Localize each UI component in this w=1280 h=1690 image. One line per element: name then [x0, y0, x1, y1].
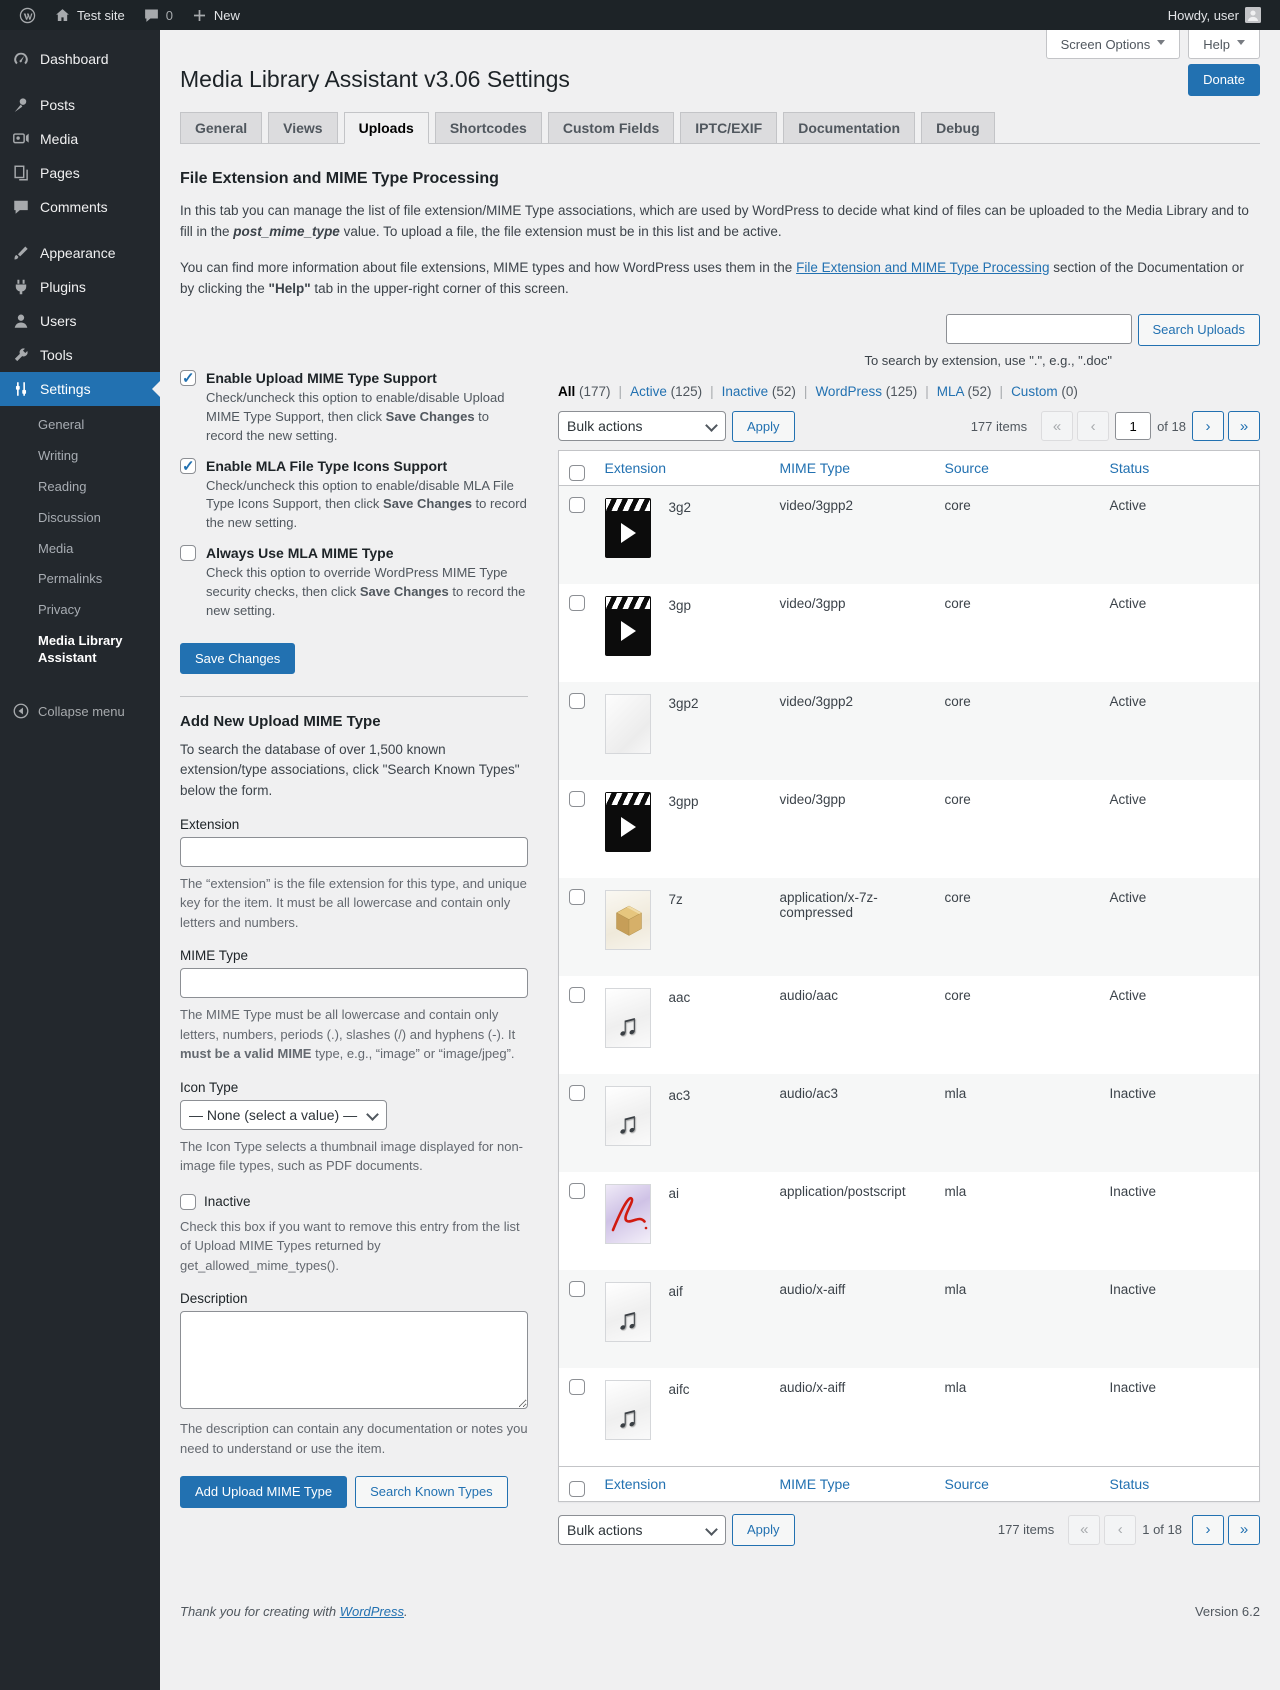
- section-heading: File Extension and MIME Type Processing: [180, 169, 499, 187]
- tab-general[interactable]: General: [180, 112, 262, 144]
- sort-source-link[interactable]: Source: [944, 1476, 989, 1493]
- select-all-checkbox[interactable]: [569, 465, 585, 481]
- plus-icon: [191, 7, 208, 24]
- donate-button[interactable]: Donate: [1188, 64, 1260, 96]
- source-value: core: [944, 498, 971, 514]
- comments-icon: [12, 198, 30, 216]
- filter-item: All (177): [558, 383, 611, 399]
- search-known-types-button[interactable]: Search Known Types: [355, 1476, 508, 1508]
- table-row: [559, 878, 1260, 976]
- archive-file-icon: [605, 890, 651, 950]
- row-checkbox[interactable]: [569, 1085, 585, 1101]
- icon-type-select[interactable]: [180, 1100, 387, 1130]
- sidebar-item-users[interactable]: Users: [0, 304, 160, 338]
- intro-paragraph-1: In this tab you can manage the list of file extension/MIME Type associations, which are used by WordPress to decide what kind of files can be uploaded to the Media Library and to fill in the post_mime_type value. To upload a file, the file extension must be in this list and be active.: [180, 202, 1249, 240]
- status-value: Inactive: [1109, 1380, 1157, 1396]
- submenu-item-permalinks[interactable]: Permalinks: [38, 571, 103, 587]
- admin-menu: [0, 42, 160, 406]
- sort-extension-link[interactable]: Extension: [604, 1476, 666, 1493]
- extension-value: 3g2: [668, 500, 692, 516]
- my-account-menu[interactable]: [1159, 0, 1270, 30]
- chevron-down-icon: [1157, 36, 1165, 52]
- status-value: Active: [1109, 596, 1147, 612]
- sidebar-item-posts[interactable]: Posts: [0, 88, 160, 122]
- sort-mime-type-link[interactable]: MIME Type: [779, 460, 851, 477]
- mime-type-value: video/3gpp: [779, 596, 846, 612]
- search-hint: To search by extension, use ".", e.g., ".doc": [864, 352, 1112, 368]
- source-value: core: [944, 596, 971, 612]
- description-help: The description can contain any documentation or notes you need to understand or use the item.: [180, 1421, 528, 1456]
- divider: [180, 696, 528, 697]
- last-page-button[interactable]: »: [1228, 411, 1260, 441]
- filter-item: | Inactive (52): [702, 384, 796, 399]
- audio-file-icon: ♫: [605, 988, 651, 1048]
- select-all-checkbox[interactable]: [569, 1481, 585, 1497]
- row-checkbox[interactable]: [569, 497, 585, 513]
- mime-type-input[interactable]: [180, 968, 528, 998]
- extension-value: 3gpp: [668, 794, 699, 810]
- sidebar-item-pages[interactable]: Pages: [0, 156, 160, 190]
- status-value: Active: [1109, 890, 1147, 906]
- last-page-button[interactable]: »: [1228, 1515, 1260, 1545]
- submenu-item-media-library-assistant[interactable]: Media Library Assistant: [38, 633, 123, 666]
- video-file-icon: [605, 498, 651, 558]
- new-content-menu[interactable]: [182, 0, 249, 30]
- site-name-menu[interactable]: [45, 0, 134, 30]
- wordpress-icon: [19, 7, 36, 24]
- source-value: mla: [944, 1184, 967, 1200]
- tab-iptc-exif[interactable]: IPTC/EXIF: [680, 112, 777, 144]
- sidebar-item-plugins[interactable]: Plugins: [0, 270, 160, 304]
- howdy-label: Howdy, user: [1167, 7, 1239, 23]
- filter-mla[interactable]: MLA: [936, 383, 964, 399]
- mime-type-value: video/3gpp2: [779, 694, 854, 710]
- row-checkbox[interactable]: [569, 595, 585, 611]
- submenu-item-general[interactable]: General: [38, 417, 85, 432]
- mime-type-value: audio/x-aiff: [779, 1380, 846, 1396]
- postscript-file-icon: [605, 1184, 651, 1244]
- submenu-item-privacy[interactable]: Privacy: [38, 602, 81, 618]
- sidebar-item-appearance[interactable]: Appearance: [0, 236, 160, 270]
- mime-type-value: audio/aac: [779, 988, 839, 1004]
- inactive-help: Check this box if you want to remove this entry from the list of Upload MIME Types returned by get_allowed_mime_types().: [180, 1218, 520, 1273]
- status-value: Active: [1109, 498, 1147, 514]
- option-always-use-mla-mime: Always Use MLA MIME Type Check this option to override WordPress MIME Type security checks, then click Save Changes to record the new setting.: [180, 545, 528, 621]
- plugin-icon: [12, 278, 30, 296]
- sidebar-item-dashboard[interactable]: Dashboard: [0, 42, 160, 76]
- admin-bar: [0, 0, 1280, 30]
- source-value: mla: [944, 1380, 967, 1396]
- current-page-input[interactable]: [1115, 412, 1151, 440]
- filter-inactive[interactable]: Inactive: [721, 383, 769, 399]
- search-uploads-button[interactable]: Search Uploads: [1138, 314, 1261, 346]
- row-checkbox[interactable]: [569, 791, 585, 807]
- icon-type-help: The Icon Type selects a thumbnail image displayed for non-image file types, such as PDF documents.: [180, 1138, 524, 1174]
- view-filters: [558, 384, 1260, 399]
- filter-item: | Custom (0): [992, 384, 1078, 399]
- video-file-icon: [605, 596, 651, 656]
- table-row: [559, 1270, 1260, 1368]
- status-value: Inactive: [1109, 1086, 1157, 1102]
- next-page-button[interactable]: ›: [1192, 411, 1224, 441]
- extension-value: 3gp2: [668, 696, 699, 712]
- settings-tabs: [180, 112, 1260, 144]
- items-count: 177 items: [970, 418, 1028, 434]
- inactive-checkbox[interactable]: [180, 1194, 196, 1210]
- extension-label: Extension: [180, 816, 240, 832]
- bulk-actions-select-wrap: [558, 1515, 726, 1545]
- avatar: [1245, 7, 1261, 23]
- brush-icon: [12, 244, 30, 262]
- extension-value: aac: [668, 990, 691, 1006]
- prev-page-button: ‹: [1104, 1515, 1136, 1545]
- collapse-menu-button[interactable]: Collapse menu: [0, 692, 160, 730]
- footer-version: Version 6.2: [1194, 1603, 1260, 1619]
- page-title: Media Library Assistant v3.06 Settings: [180, 66, 570, 93]
- post-mime-type-term: post_mime_type: [233, 224, 340, 240]
- option-enable-icons: ✓ Enable MLA File Type Icons Support Check/uncheck this option to enable/disable MLA File Type Icons Support, then click Save Changes to record the new setting.: [180, 458, 528, 534]
- mime-type-value: video/3gpp: [779, 792, 846, 808]
- bottom-toolbar: [558, 1514, 1260, 1546]
- video-file-icon: [605, 792, 651, 852]
- pages-icon: [12, 164, 30, 182]
- dashboard-icon: [12, 50, 30, 68]
- mime-type-value: audio/x-aiff: [779, 1282, 846, 1298]
- row-checkbox[interactable]: [569, 693, 585, 709]
- mime-type-value: application/postscript: [779, 1184, 906, 1200]
- row-checkbox[interactable]: [569, 1281, 585, 1297]
- table-row: [559, 1368, 1260, 1467]
- add-new-heading: Add New Upload MIME Type: [180, 713, 381, 731]
- table-footer-row: [559, 1467, 1260, 1502]
- source-value: mla: [944, 1086, 967, 1102]
- items-count: 177 items: [997, 1522, 1055, 1538]
- first-page-button: «: [1068, 1515, 1100, 1545]
- wordpress-logo-menu[interactable]: [10, 0, 45, 30]
- tab-views[interactable]: Views: [268, 112, 337, 144]
- pushpin-icon: [12, 96, 30, 114]
- add-upload-mime-type-button[interactable]: Add Upload MIME Type: [180, 1476, 347, 1508]
- top-toolbar: [558, 411, 1260, 443]
- sidebar-item-comments[interactable]: Comments: [0, 190, 160, 224]
- add-new-intro: To search the database of over 1,500 known extension/type associations, click "Search Known Types" below the form.: [180, 742, 520, 798]
- audio-file-icon: ♫: [605, 1282, 651, 1342]
- new-label: New: [213, 7, 240, 23]
- enable-upload-mime-checkbox[interactable]: [180, 370, 196, 386]
- description-label: Description: [180, 1291, 248, 1307]
- comments-menu[interactable]: [134, 0, 182, 30]
- menu-separator: [0, 224, 160, 236]
- filter-item: | Active (125): [611, 384, 703, 399]
- screen-options-button[interactable]: Screen Options: [1046, 30, 1181, 59]
- sort-mime-type-link[interactable]: MIME Type: [779, 1476, 851, 1493]
- filter-item: | WordPress (125): [796, 384, 917, 399]
- extension-help: The “extension” is the file extension for this type, and unique key for the item. It must be all lowercase and contain only letters and numbers.: [180, 875, 527, 930]
- tab-custom-fields[interactable]: Custom Fields: [548, 112, 674, 144]
- submenu-item-discussion[interactable]: Discussion: [38, 509, 101, 525]
- filter-item: | MLA (52): [917, 384, 991, 399]
- mime-type-label: MIME Type: [180, 948, 249, 964]
- intro-paragraph-2: You can find more information about file extensions, MIME types and how WordPress uses them in the File Extension and MIME Type Processing section of the Documentation or by clicking the "Help" tab in the upper-right corner of this screen.: [180, 259, 1244, 297]
- status-value: Active: [1109, 988, 1147, 1004]
- bulk-actions-select[interactable]: [558, 411, 726, 441]
- mime-type-value: video/3gpp2: [779, 498, 854, 514]
- submenu-item-reading[interactable]: Reading: [38, 478, 87, 494]
- settings-submenu: [0, 410, 160, 674]
- always-use-mla-mime-checkbox[interactable]: [180, 545, 196, 561]
- mime-type-help: The MIME Type must be all lowercase and contain only letters, numbers, periods (.), slashes (/) and hyphens (-). It must be a valid MIME type, e.g., “image” or “image/jpeg”.: [180, 1007, 516, 1062]
- submenu-item-writing[interactable]: Writing: [38, 447, 79, 463]
- mime-type-value: application/x-7z-compressed: [779, 890, 878, 921]
- help-button[interactable]: Help: [1188, 30, 1260, 59]
- tab-shortcodes[interactable]: Shortcodes: [435, 112, 542, 144]
- extension-value: aif: [668, 1284, 683, 1300]
- table-header-row: [559, 451, 1260, 486]
- filter-custom[interactable]: Custom: [1011, 383, 1058, 399]
- filter-wordpress[interactable]: WordPress: [815, 383, 882, 399]
- row-checkbox[interactable]: [569, 987, 585, 1003]
- filter-active[interactable]: Active: [630, 383, 667, 399]
- extension-value: 7z: [668, 892, 683, 908]
- enable-icons-checkbox[interactable]: [180, 458, 196, 474]
- row-checkbox[interactable]: [569, 1379, 585, 1395]
- option-enable-upload-mime: ✓ Enable Upload MIME Type Support Check/uncheck this option to enable/disable Upload MIME Type Support, then click Save Changes to record the new setting.: [180, 370, 528, 446]
- search-uploads-input[interactable]: [946, 314, 1132, 344]
- comments-count: 0: [165, 7, 173, 23]
- documentation-link[interactable]: File Extension and MIME Type Processing: [796, 259, 1050, 275]
- status-value: Inactive: [1109, 1184, 1157, 1200]
- extension-input[interactable]: [180, 837, 528, 867]
- sort-source-link[interactable]: Source: [944, 460, 989, 477]
- sidebar-item-tools[interactable]: Tools: [0, 338, 160, 372]
- apply-button[interactable]: Apply: [732, 411, 795, 443]
- collapse-arrow-icon: [12, 702, 30, 720]
- source-value: core: [944, 890, 971, 906]
- apply-button[interactable]: Apply: [732, 1514, 795, 1546]
- home-icon: [54, 7, 71, 24]
- tab-documentation[interactable]: Documentation: [783, 112, 915, 144]
- page-range-label: 1 of 18: [1142, 1522, 1182, 1538]
- default-file-icon: [605, 694, 651, 754]
- table-row: [559, 976, 1260, 1074]
- upload-mime-types-table: [558, 450, 1260, 1502]
- description-textarea[interactable]: [180, 1311, 528, 1409]
- bulk-actions-select[interactable]: [558, 1515, 726, 1545]
- row-checkbox[interactable]: [569, 1183, 585, 1199]
- users-icon: [12, 312, 30, 330]
- menu-separator: [0, 76, 160, 88]
- save-changes-button[interactable]: Save Changes: [180, 643, 295, 675]
- icon-type-select-wrap: [180, 1100, 387, 1130]
- sort-extension-link[interactable]: Extension: [604, 460, 666, 477]
- source-value: core: [944, 988, 971, 1004]
- icon-type-label: Icon Type: [180, 1079, 239, 1095]
- mime-type-value: audio/ac3: [779, 1086, 839, 1102]
- extension-value: ac3: [668, 1088, 691, 1104]
- table-row: [559, 1172, 1260, 1270]
- sort-status-link[interactable]: Status: [1109, 460, 1150, 477]
- chevron-down-icon: [1237, 36, 1245, 52]
- settings-sliders-icon: [12, 380, 30, 398]
- sidebar-item-settings[interactable]: Settings: [0, 372, 160, 406]
- status-value: Inactive: [1109, 1282, 1157, 1298]
- bulk-actions-select-wrap: [558, 411, 726, 441]
- inactive-label: Inactive: [204, 1194, 251, 1210]
- site-name-label: Test site: [77, 7, 125, 23]
- next-page-button[interactable]: ›: [1192, 1515, 1224, 1545]
- source-value: core: [944, 694, 971, 710]
- row-checkbox[interactable]: [569, 889, 585, 905]
- prev-page-button: ‹: [1077, 411, 1109, 441]
- extension-value: ai: [668, 1186, 680, 1202]
- wrench-icon: [12, 346, 30, 364]
- first-page-button: «: [1041, 411, 1073, 441]
- extension-value: aifc: [668, 1382, 690, 1398]
- table-row: [559, 1074, 1260, 1172]
- status-value: Active: [1109, 694, 1147, 710]
- tab-uploads[interactable]: Uploads: [344, 112, 429, 144]
- camera-icon: [12, 130, 30, 148]
- source-value: mla: [944, 1282, 967, 1298]
- table-row: [559, 584, 1260, 682]
- wordpress-link[interactable]: WordPress: [339, 1603, 404, 1619]
- audio-file-icon: ♫: [605, 1380, 651, 1440]
- sidebar: [0, 30, 160, 1690]
- comment-bubble-icon: [143, 7, 160, 24]
- extension-value: 3gp: [668, 598, 692, 614]
- table-row: [559, 780, 1260, 878]
- filter-all[interactable]: All: [558, 383, 576, 399]
- source-value: core: [944, 792, 971, 808]
- footer-thanks: Thank you for creating with WordPress.: [180, 1603, 408, 1619]
- table-row: [559, 682, 1260, 780]
- table-row: [559, 486, 1260, 585]
- sidebar-item-media[interactable]: Media: [0, 122, 160, 156]
- sort-status-link[interactable]: Status: [1109, 1476, 1150, 1493]
- submenu-item-media[interactable]: Media: [38, 540, 74, 556]
- total-pages-label: of 18: [1157, 418, 1186, 434]
- tab-debug[interactable]: Debug: [921, 112, 995, 144]
- status-value: Active: [1109, 792, 1147, 808]
- audio-file-icon: ♫: [605, 1086, 651, 1146]
